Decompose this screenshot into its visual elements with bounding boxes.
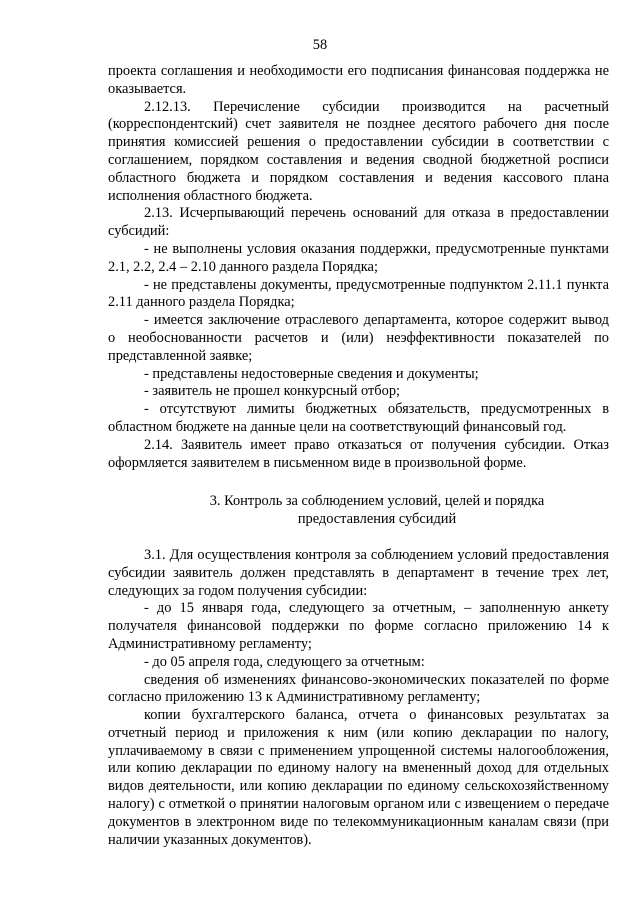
list-item-documents: - не представлены документы, предусмотренные подпунктом 2.11.1 пункта 2.11 данного раздела Порядка; [108, 276, 609, 311]
list-item-conditions: - не выполнены условия оказания поддержки, предусмотренные пунктами 2.1, 2.2, 2.4 – 2.10 данного раздела Порядка; [108, 240, 609, 275]
section-heading-line-2: предоставления субсидий [297, 511, 457, 528]
list-item-selection: - заявитель не прошел конкурсный отбор; [144, 383, 401, 400]
list-item-april: - до 05 апреля года, следующего за отчетным: [144, 653, 425, 670]
paragraph-2-13: 2.13. Исчерпывающий перечень оснований для отказа в предоставлении субсидий: [108, 205, 609, 240]
list-item-january: - до 15 января года, следующего за отчетным, – заполненную анкету получателя финансовой поддержки по форме согласно приложению 14 к Административному регламенту; [108, 600, 609, 652]
list-item-limits: - отсутствуют лимиты бюджетных обязательств, предусмотренных в областном бюджете на данные цели на соответствующий финансовый год. [108, 401, 609, 435]
paragraph-2-14: 2.14. Заявитель имеет право отказаться от получения субсидии. Отказ оформляется заявителем в письменном виде в произвольной форме. [108, 436, 609, 471]
document-body [108, 63, 609, 849]
section-heading-line-1: 3. Контроль за соблюдением условий, целей и порядка [209, 493, 545, 510]
paragraph-indicators: сведения об изменениях финансово-экономических показателей по форме согласно приложению 13 к Административному регламенту; [108, 671, 609, 706]
paragraph-3-1: 3.1. Для осуществления контроля за соблюдением условий предоставления субсидии заявитель должен представлять в департамент в течение трех лет, следующих за годом получения субсидии: [108, 546, 609, 599]
spacer [108, 472, 609, 493]
paragraph-balance-copies: копии бухгалтерского баланса, отчета о финансовых результатах за отчетный период и приложения к ним (или копию декларации по налогу, уплачиваемому в связи с применением упрощенной системы налогообложения, или копию декларации по единому налогу на вмененный доход для отдельных видов деятельности, или копию декларации по единому сельскохозяйственному налогу) с отметкой о принятии налоговым органом или с извещением о передаче документов в электронном виде по телекоммуникационным каналам связи (при наличии указанных документов). [108, 707, 609, 848]
spacer [108, 529, 609, 547]
paragraph-2-12-13: 2.12.13. Перечисление субсидии производится на расчетный (корреспондентский) счет заявителя не позднее десятого рабочего дня после принятия комиссией решения о предоставлении субсидии в соответствии с соглашением, порядком составления и ведения сводной бюджетной росписи областного бюджета и порядком составления и ведения кассового плана исполнения областного бюджета. [108, 98, 609, 204]
list-item-conclusion: - имеется заключение отраслевого департамента, которое содержит вывод о необоснованности расчетов и (или) неэффективности показателей по представленной заявке; [108, 312, 609, 364]
list-item-false-info: - представлены недостоверные сведения и документы; [144, 365, 479, 382]
page-number: 58 [312, 37, 328, 53]
paragraph-continuation: проекта соглашения и необходимости его подписания финансовая поддержка не оказывается. [108, 63, 609, 97]
